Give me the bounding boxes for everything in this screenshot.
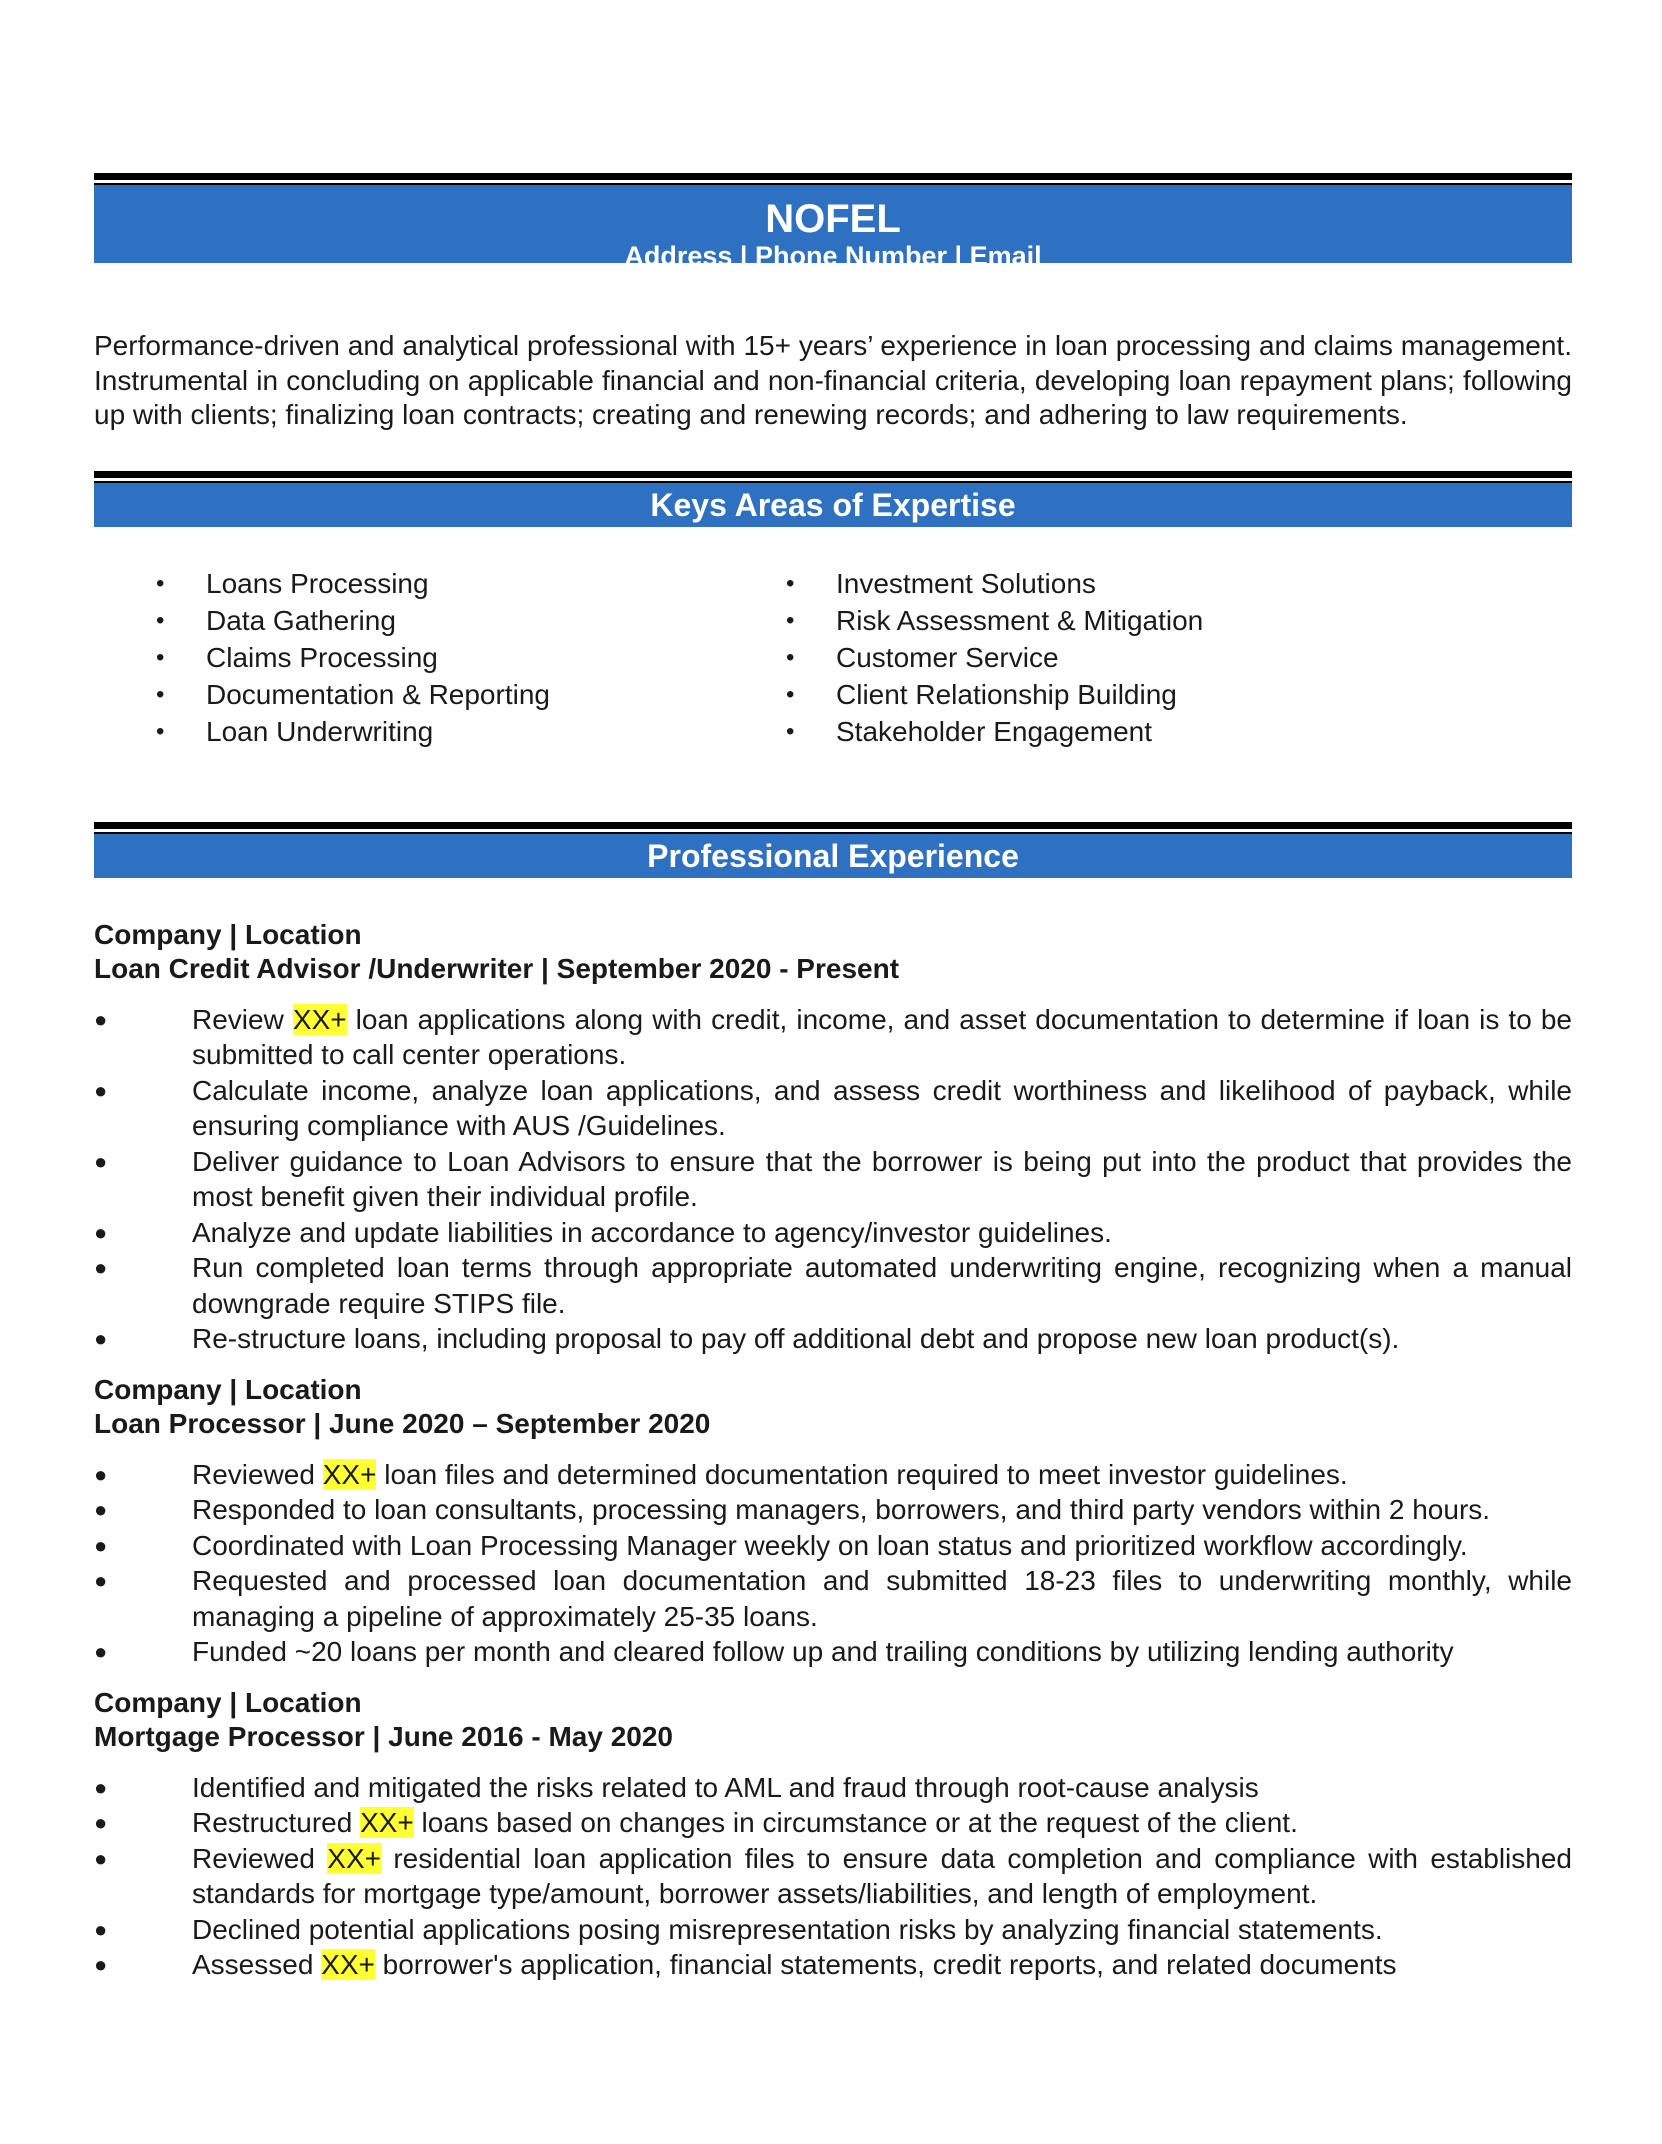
expertise-item: [786, 602, 1204, 639]
bullet-text: Coordinated with Loan Processing Manager weekly on loan status and prioritized workflow accordingly.: [192, 1529, 1468, 1561]
bullet-icon: ●: [94, 1148, 108, 1174]
bullet-text: Deliver guidance to Loan Advisors to ensure that the borrower is being put into the product that provides the most benefit given their individual profile.: [192, 1145, 1572, 1212]
job-entry: [94, 1686, 1572, 1983]
bullet-icon: ●: [94, 1639, 108, 1664]
job-role-dates: Mortgage Processor | June 2016 - May 2020: [94, 1720, 673, 1752]
header-block: [94, 173, 1572, 271]
expertise-item-label: Client Relationship Building: [836, 678, 1177, 710]
job-bullet: [94, 1250, 1572, 1321]
job-role-dates: Loan Credit Advisor /Underwriter | September 2020 - Present: [94, 952, 900, 984]
expertise-item-label: Investment Solutions: [836, 567, 1096, 599]
bullet-text: Identified and mitigated the risks related to AML and fraud through root-cause analysis: [192, 1771, 1259, 1803]
header-rule-thick: [94, 173, 1572, 180]
expertise-item-label: Loans Processing: [206, 567, 429, 599]
bullet-icon: •: [156, 717, 165, 745]
bullet-icon: ●: [94, 1497, 108, 1522]
job-bullet: [94, 1073, 1572, 1144]
expertise-list-right: [786, 565, 1204, 750]
resume-page: [94, 173, 1572, 1983]
bullet-icon: •: [156, 643, 165, 671]
bullet-icon: •: [786, 569, 795, 597]
bullet-icon: ●: [94, 1952, 108, 1977]
job-bullet: [94, 1947, 1572, 1983]
expertise-item: [786, 639, 1203, 676]
job-bullet: [94, 1321, 1572, 1357]
expertise-list-left: [156, 565, 836, 750]
bullet-icon: ●: [94, 1810, 108, 1835]
bullet-icon: ●: [94, 1568, 108, 1593]
expertise-item: [156, 713, 836, 750]
bullet-icon: •: [156, 680, 165, 708]
bullet-icon: •: [156, 606, 165, 634]
expertise-item: [156, 565, 836, 602]
bullet-text: Review: [192, 1003, 293, 1035]
bullet-icon: ●: [94, 1219, 108, 1245]
job-bullet: [94, 1457, 1572, 1493]
expertise-item-label: Data Gathering: [206, 604, 396, 636]
highlight-placeholder: XX+: [327, 1842, 381, 1874]
bullet-text: Restructured: [192, 1807, 361, 1838]
bullet-icon: •: [786, 643, 795, 671]
expertise-item-label: Stakeholder Engagement: [836, 715, 1152, 747]
bullet-text: Analyze and update liabilities in accordance to agency/investor guidelines.: [192, 1216, 1112, 1248]
bullet-text: Assessed: [192, 1949, 322, 1980]
bullet-text: Calculate income, analyze loan applications, and assess credit worthiness and likelihood of payback, while ensuring compliance with AUS /Guidelines.: [192, 1074, 1572, 1141]
section-title-expertise: Keys Areas of Expertise: [94, 483, 1572, 527]
bullet-text: Responded to loan consultants, processing managers, borrowers, and third party vendors within 2 hours.: [192, 1494, 1491, 1525]
bullet-icon: ●: [94, 1461, 108, 1487]
expertise-item: [156, 602, 836, 639]
job-bullet: [94, 1563, 1572, 1634]
expertise-rule-thick: [94, 471, 1572, 478]
bullet-icon: ●: [94, 1077, 108, 1103]
job-bullet: [94, 1002, 1572, 1073]
job-company-location: Company | Location: [94, 1373, 362, 1405]
job-bullet: [94, 1215, 1572, 1251]
bullet-icon: ●: [94, 1532, 108, 1558]
expertise-item: [786, 565, 1203, 602]
expertise-item-label: Loan Underwriting: [206, 715, 434, 747]
job-list: [94, 918, 1572, 1983]
job-bullet: [94, 1528, 1572, 1564]
bullet-icon: •: [156, 569, 165, 597]
bullet-text: residential loan application files to ensure data completion and compliance with established standards for mortgage type/amount, borrower assets/liabilities, and length of employment.: [192, 1842, 1572, 1909]
bullet-text: Reviewed: [192, 1458, 323, 1490]
bullet-icon: •: [786, 680, 795, 708]
job-bullet: [94, 1770, 1572, 1806]
bullet-icon: ●: [94, 1845, 108, 1871]
job-company-location: Company | Location: [94, 918, 362, 950]
bullet-text: Declined potential applications posing misrepresentation risks by analyzing financial statements.: [192, 1913, 1383, 1945]
expertise-item: [156, 676, 836, 713]
name-bar: [94, 185, 1572, 271]
expertise-item: [786, 676, 1203, 713]
candidate-name: NOFEL: [765, 197, 901, 241]
experience-section: [94, 822, 1572, 1983]
bullet-text: Re-structure loans, including proposal to pay off additional debt and propose new loan product(s).: [192, 1323, 1400, 1354]
expertise-section: [94, 471, 1572, 750]
job-bullet: [94, 1492, 1572, 1528]
bullet-text: Reviewed: [192, 1842, 328, 1874]
professional-summary: Performance-driven and analytical professional with 15+ years’ experience in loan processing and claims management. Instrumental in concluding on applicable financial and non-financial criteria, developing loan repayment plans; following up with clients; finalizing loan contracts; creating and renewing records; and adhering to law requirements.: [94, 330, 1572, 430]
contact-line: Address | Phone Number | Email: [624, 241, 1042, 271]
expertise-item-label: Claims Processing: [206, 641, 438, 673]
expertise-item: [786, 713, 1203, 750]
job-bullets: [94, 1770, 1572, 1983]
experience-rule-thick: [94, 822, 1572, 829]
expertise-columns: [94, 565, 1572, 750]
bullet-text: loan files and determined documentation required to meet investor guidelines.: [376, 1458, 1348, 1490]
highlight-placeholder: XX+: [360, 1807, 414, 1838]
job-entry: [94, 918, 1572, 1357]
expertise-item-label: Documentation & Reporting: [206, 678, 550, 710]
job-company-location: Company | Location: [94, 1686, 362, 1718]
bullet-icon: ●: [94, 1255, 108, 1280]
expertise-item-label: Customer Service: [836, 641, 1059, 673]
job-entry: [94, 1373, 1572, 1670]
job-bullet: [94, 1805, 1572, 1841]
highlight-placeholder: XX+: [292, 1003, 347, 1035]
bullet-text: borrower's application, financial statements, credit reports, and related documents: [374, 1949, 1397, 1980]
bullet-text: Run completed loan terms through appropriate automated underwriting engine, recognizing when a manual downgrade require STIPS file.: [192, 1252, 1572, 1319]
highlight-placeholder: XX+: [321, 1949, 375, 1980]
bullet-text: loan applications along with credit, income, and asset documentation to determine if loan is to be submitted to call center operations.: [192, 1003, 1572, 1070]
job-role-dates: Loan Processor | June 2020 – September 2020: [94, 1407, 711, 1439]
bullet-icon: •: [786, 606, 795, 634]
bullet-text: loans based on changes in circumstance or at the request of the client.: [413, 1807, 1298, 1838]
bullet-icon: ●: [94, 1326, 108, 1351]
section-title-experience: Professional Experience: [94, 834, 1572, 878]
job-bullet: [94, 1634, 1572, 1670]
job-bullet: [94, 1912, 1572, 1948]
job-bullets: [94, 1002, 1572, 1357]
expertise-item-label: Risk Assessment & Mitigation: [836, 604, 1204, 636]
bullet-icon: ●: [94, 1916, 108, 1942]
bullet-text: Requested and processed loan documentation and submitted 18-23 files to underwriting monthly, while managing a pipeline of approximately 25-35 loans.: [192, 1565, 1572, 1632]
expertise-item: [156, 639, 836, 676]
bullet-icon: ●: [94, 1006, 108, 1032]
bullet-icon: ●: [94, 1774, 108, 1800]
job-bullets: [94, 1457, 1572, 1670]
job-bullet: [94, 1841, 1572, 1912]
bullet-text: Funded ~20 loans per month and cleared follow up and trailing conditions by utilizing lending authority: [192, 1636, 1454, 1667]
highlight-placeholder: XX+: [322, 1458, 377, 1490]
job-bullet: [94, 1144, 1572, 1215]
bullet-icon: •: [786, 717, 795, 745]
